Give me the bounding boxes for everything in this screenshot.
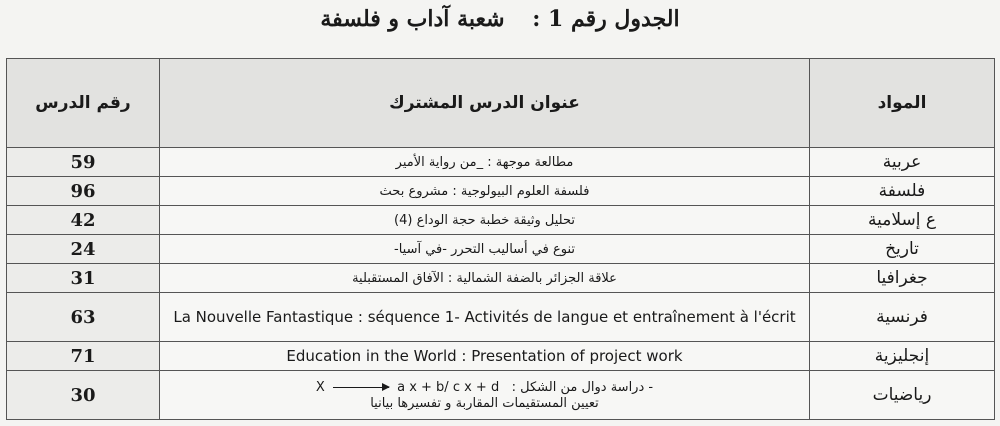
table-label: الجدول رقم 1 : [532,6,680,32]
lesson-number-cell: 24 [7,235,160,264]
subject-cell: رياضيات [810,371,995,420]
lesson-title-cell: تنوع في أساليب التحرر -في آسيا- [160,235,810,264]
lesson-title-cell: مطالعة موجهة : _من رواية الأمير [160,148,810,177]
math-prefix: - دراسة دوال من الشكل : [511,380,654,395]
subject-cell: ع إسلامية [810,206,995,235]
lesson-number-cell: 42 [7,206,160,235]
header-subject: المواد [810,59,995,148]
arrow-icon [333,387,389,388]
stream-name: شعبة آداب و فلسفة [320,6,505,32]
lesson-number-cell: 96 [7,177,160,206]
table-row [7,206,995,235]
lessons-table [6,58,995,420]
subject-cell: إنجليزية [810,342,995,371]
lesson-number-cell: 31 [7,264,160,293]
subject-cell: فرنسية [810,293,995,342]
lesson-number-cell: 30 [7,371,160,420]
lesson-title-cell: Education in the World : Presentation of project work [160,342,810,371]
lesson-number-cell: 71 [7,342,160,371]
subject-cell: فلسفة [810,177,995,206]
math-formula: a x + b/ c x + d [397,380,500,395]
table-row [7,264,995,293]
lesson-number-cell: 63 [7,293,160,342]
header-lesson-number: رقم الدرس [7,59,160,148]
page-title [0,6,1000,32]
subject-cell: عربية [810,148,995,177]
subject-cell: تاريخ [810,235,995,264]
math-x: X [315,380,325,395]
table-row [7,342,995,371]
table-row [7,148,995,177]
subject-cell: جغرافيا [810,264,995,293]
lesson-title-cell [160,371,810,420]
math-line-2: تعيين المستقيمات المقاربة و تفسيرها بيانيا [370,396,599,411]
math-formula-line [164,379,805,396]
lesson-title-cell: تحليل وثيقة خطبة حجة الوداع (4) [160,206,810,235]
table-row [7,235,995,264]
table-row [7,371,995,420]
lesson-title-cell: فلسفة العلوم البيولوجية : مشروع بحث [160,177,810,206]
lesson-title-cell: علاقة الجزائر بالضفة الشمالية : الآفاق المستقبلية [160,264,810,293]
lesson-title-cell: La Nouvelle Fantastique : séquence 1- Activités de langue et entraînement à l'écrit [160,293,810,342]
table-header-row [7,59,995,148]
table-row [7,177,995,206]
table-row [7,293,995,342]
lesson-number-cell: 59 [7,148,160,177]
header-lesson-title: عنوان الدرس المشترك [160,59,810,148]
